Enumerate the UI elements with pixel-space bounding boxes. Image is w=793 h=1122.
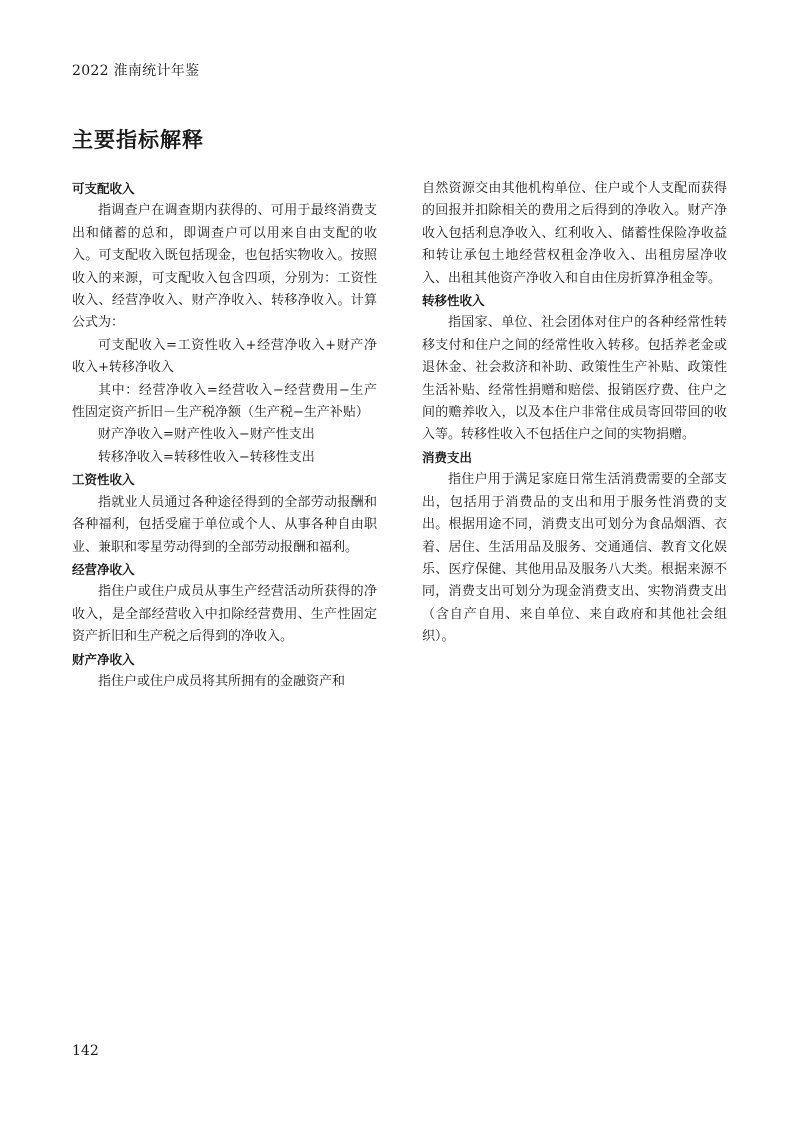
term-disposable-income: 可支配收入 — [72, 181, 135, 196]
formula-transfer-net-income: 转移净收入=转移性收入−转移性支出 — [98, 449, 315, 465]
formula-disposable-income: 可支配收入=工资性收入+经营净收入+财产净收入+转移净收入 — [72, 337, 377, 376]
term-transfer-income: 转移性收入 — [422, 293, 485, 309]
left-column — [72, 178, 377, 693]
term-business-income: 经营净收入 — [72, 561, 135, 577]
term-consumption: 消费支出 — [422, 449, 473, 465]
definition-transfer-income: 指国家、单位、社会团体对住户的各种经常性转移支付和住户之间的经常性收入转移。包括养老金或退休金、社会救济和补助、政策性生产补贴、政策性生活补贴、经常性捐赠和赔偿、报销医疗费、住户之间的赡养收入，以及本住户非常住成员寄回带回的收入等。转移性收入不包括住户之间的实物捐赠。 — [422, 315, 727, 443]
definition-wage-income: 指就业人员通过各种途径得到的全部劳动报酬和各种福利，包括受雇于单位或个人、从事各种自由职业、兼职和零星劳动得到的全部劳动报酬和福利。 — [72, 494, 377, 555]
definition-consumption: 指住户用于满足家庭日常生活消费需要的全部支出，包括用于消费品的支出和用于服务性消费的支出。根据用途不同，消费支出可划分为食品烟酒、衣着、居住、生活用品及服务、交通通信、教育文化娱乐、医疗保健、其他用品及服务八大类。根据来源不同，消费支出可划分为现金消费支出、实物消费支出（含自产自用、来自单位、来自政府和其他社会组织）。 — [422, 472, 727, 645]
definition-disposable-income: 指调查户在调查期内获得的、可用于最终消费支出和储蓄的总和，即调查户可以用来自由支配的收入。可支配收入既包括现金，也包括实物收入。按照收入的来源，可支配收入包含四项，分别为：工资性收入、经营净收入、财产净收入、转移净收入。计算公式为： — [72, 203, 377, 331]
term-property-income: 财产净收入 — [72, 651, 135, 667]
formula-business-net-income: 其中：经营净收入=经营收入−经营费用−生产性固定资产折旧－生产税净额（生产税−生产补贴） — [72, 382, 377, 421]
formula-property-net-income: 财产净收入=财产性收入−财产性支出 — [98, 427, 315, 443]
page-title: 主要指标解释 — [72, 128, 204, 152]
page-number: 142 — [72, 1043, 99, 1059]
definition-property-income: 指住户或住户成员将其所拥有的金融资产和 — [98, 673, 346, 689]
right-column — [422, 178, 727, 649]
definition-property-income-continued: 自然资源交由其他机构单位、住户或个人支配而获得的回报并扣除相关的费用之后得到的净收入。财产净收入包括利息净收入、红利收入、储蓄性保险净收益和转让承包土地经营权租金净收入、出租房屋净收入、出租其他资产净收入和自由住房折算净租金等。 — [422, 181, 727, 286]
running-head: 2022 淮南统计年鉴 — [72, 63, 200, 79]
definition-business-income: 指住户或住户成员从事生产经营活动所获得的净收入，是全部经营收入中扣除经营费用、生产性固定资产折旧和生产税之后得到的净收入。 — [72, 584, 377, 645]
term-wage-income: 工资性收入 — [72, 472, 135, 488]
